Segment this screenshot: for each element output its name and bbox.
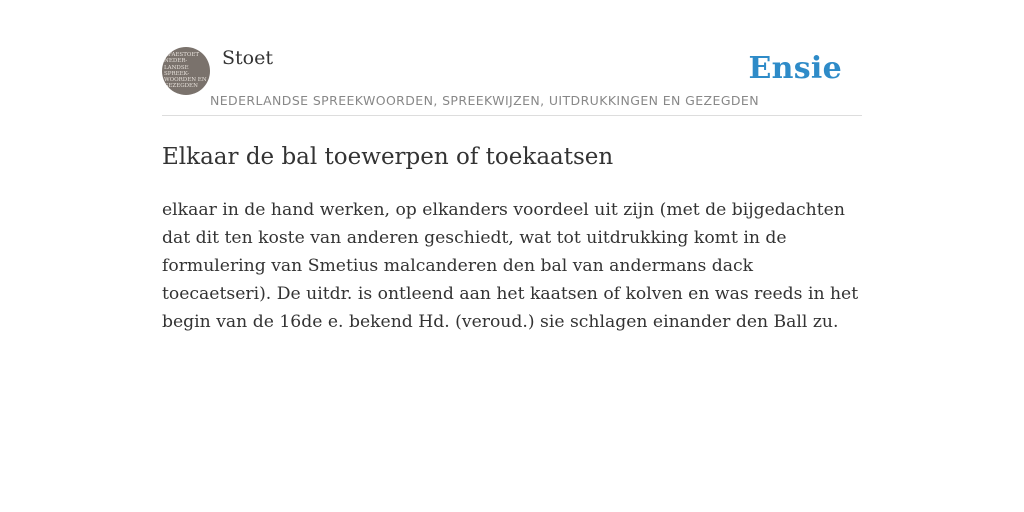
entry-definition: elkaar in de hand werken, op elkanders voordeel uit zijn (met de bijgedachten dat dit ten koste van anderen geschiedt, wat tot uitdrukking komt in de formulering van Smetius malcanderen den bal van andermans dack toecaetseri). De uitdr. is ontleend aan het kaatsen of kolven en was reeds in het begin van de 16de e. bekend Hd. (veroud.) sie schlagen einander den Ball zu. [162,200,859,332]
brand-logo[interactable]: Ensie [748,51,842,86]
page [162,0,862,336]
entry-title: Elkaar de bal toewerpen of toekaatsen [162,144,614,170]
header [162,46,862,116]
avatar-text: KFAESTOET NEDER- LANDSE SPREEK- WOORDEN EN GEZEGDEN [164,52,207,90]
source-subtitle[interactable]: NEDERLANDSE SPREEKWOORDEN, SPREEKWIJZEN, UITDRUKKINGEN EN GEZEGDEN [210,93,759,108]
source-avatar[interactable] [162,47,210,95]
source-author[interactable]: Stoet [222,47,273,69]
